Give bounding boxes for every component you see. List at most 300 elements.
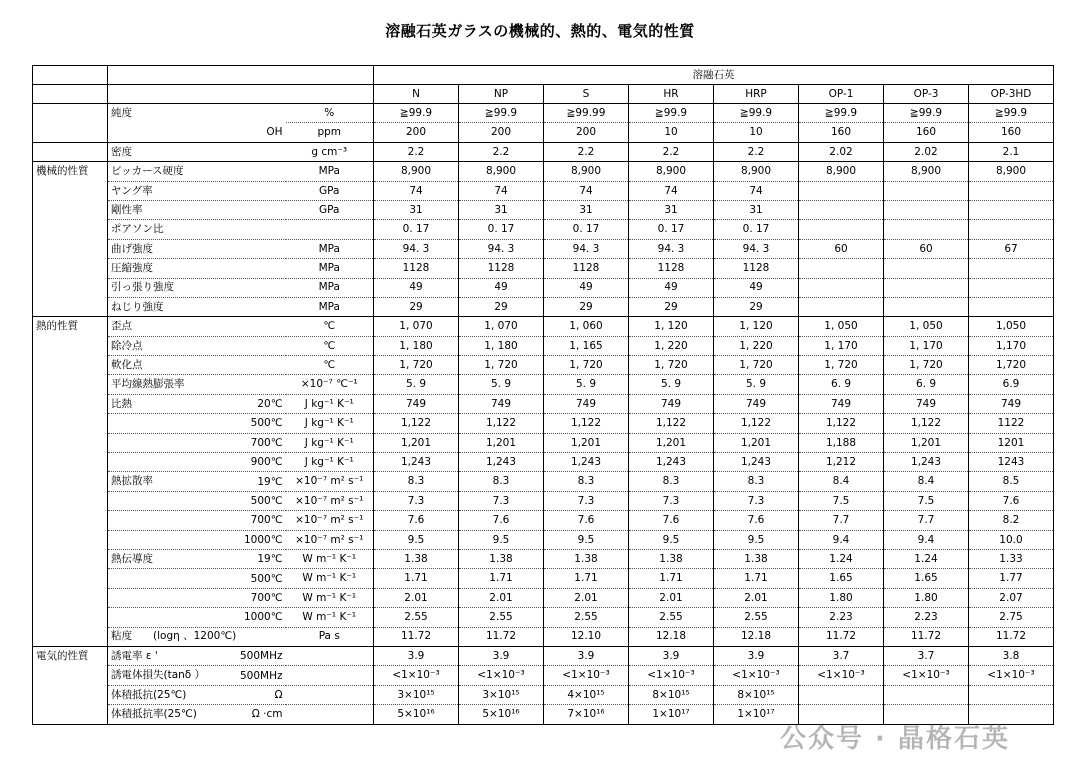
value-cell: 1.80 <box>799 588 884 607</box>
value-cell: 749 <box>714 394 799 413</box>
value-cell: 1,122 <box>374 414 459 433</box>
table-row <box>33 569 1054 588</box>
value-cell: 1128 <box>544 259 629 278</box>
table-row <box>33 627 1054 646</box>
condition-label: 1000℃ <box>243 533 283 546</box>
section-label <box>33 278 108 297</box>
value-cell: 1,243 <box>459 453 544 472</box>
value-cell: 60 <box>799 239 884 258</box>
value-cell: 3×10¹⁵ <box>459 685 544 704</box>
section-label <box>33 569 108 588</box>
section-label <box>33 666 108 685</box>
property-cell <box>108 336 286 355</box>
unit-cell: MPa <box>286 278 374 297</box>
grade-header: OP-3 <box>884 85 969 104</box>
value-cell: 1, 165 <box>544 336 629 355</box>
value-cell: 4×10¹⁵ <box>544 685 629 704</box>
value-cell: 1,122 <box>799 414 884 433</box>
page-title: 溶融石英ガラスの機械的、熱的、電気的性質 <box>385 22 695 40</box>
value-cell: 3.9 <box>544 646 629 665</box>
value-cell: 3.7 <box>884 646 969 665</box>
value-cell: 9.4 <box>799 530 884 549</box>
value-cell: 8,900 <box>544 162 629 181</box>
value-cell: 1128 <box>459 259 544 278</box>
value-cell: 1, 180 <box>459 336 544 355</box>
value-cell: 0. 17 <box>629 220 714 239</box>
value-cell: 1.71 <box>629 569 714 588</box>
property-label: 引っ張り強度 <box>111 281 174 294</box>
value-cell: 2.55 <box>629 608 714 627</box>
value-cell: <1×10⁻³ <box>544 666 629 685</box>
value-cell: 7×10¹⁶ <box>544 705 629 724</box>
section-label <box>33 375 108 394</box>
value-cell: 7.6 <box>544 511 629 530</box>
section-label <box>33 336 108 355</box>
table-row <box>33 453 1054 472</box>
value-cell: 7.3 <box>714 491 799 510</box>
value-cell: 8,900 <box>799 162 884 181</box>
value-cell: 1,201 <box>374 433 459 452</box>
value-cell: 8.3 <box>459 472 544 491</box>
property-cell <box>108 549 286 568</box>
value-cell: 9.5 <box>629 530 714 549</box>
value-cell: 49 <box>629 278 714 297</box>
value-cell: 8.4 <box>884 472 969 491</box>
value-cell: 12.18 <box>629 627 714 646</box>
table-row <box>33 530 1054 549</box>
unit-cell: J kg⁻¹ K⁻¹ <box>286 433 374 452</box>
unit-cell: ×10⁻⁷ m² s⁻¹ <box>286 472 374 491</box>
value-cell: 1.38 <box>374 549 459 568</box>
section-label <box>33 511 108 530</box>
value-cell: 2.2 <box>544 142 629 161</box>
value-cell: 1, 720 <box>374 356 459 375</box>
value-cell: 3.7 <box>799 646 884 665</box>
value-cell: ≧99.9 <box>714 104 799 123</box>
header-blank <box>108 66 374 85</box>
value-cell: 6. 9 <box>799 375 884 394</box>
section-label <box>33 472 108 491</box>
table-row <box>33 259 1054 278</box>
property-cell <box>108 297 286 316</box>
value-cell: 5. 9 <box>374 375 459 394</box>
value-cell: 2.01 <box>544 588 629 607</box>
value-cell: ≧99.9 <box>374 104 459 123</box>
section-label <box>33 627 108 646</box>
value-cell: 1.38 <box>714 549 799 568</box>
condition-label: 20℃ <box>257 397 283 410</box>
table-row <box>33 394 1054 413</box>
value-cell <box>969 181 1054 200</box>
value-cell: 1128 <box>714 259 799 278</box>
value-cell: 1×10¹⁷ <box>714 705 799 724</box>
value-cell: 94. 3 <box>629 239 714 258</box>
grade-header: NP <box>459 85 544 104</box>
property-label: 粘度 (logη 、1200℃) <box>111 630 237 643</box>
table-row <box>33 200 1054 219</box>
value-cell: 1128 <box>629 259 714 278</box>
value-cell: 3.9 <box>374 646 459 665</box>
unit-cell: W m⁻¹ K⁻¹ <box>286 569 374 588</box>
unit-cell: ×10⁻⁷ ℃⁻¹ <box>286 375 374 394</box>
value-cell: 1, 060 <box>544 317 629 336</box>
value-cell: 29 <box>544 297 629 316</box>
property-cell <box>108 239 286 258</box>
value-cell: 200 <box>374 123 459 142</box>
value-cell: 1.80 <box>884 588 969 607</box>
section-label <box>33 123 108 142</box>
value-cell: 8,900 <box>884 162 969 181</box>
value-cell <box>799 685 884 704</box>
value-cell: 9.5 <box>459 530 544 549</box>
section-label <box>33 549 108 568</box>
value-cell: 74 <box>629 181 714 200</box>
section-label <box>33 181 108 200</box>
value-cell: 9.4 <box>884 530 969 549</box>
value-cell: 1,201 <box>884 433 969 452</box>
property-label: 誘電体損失(tanδ ） <box>111 669 206 682</box>
value-cell: 8.2 <box>969 511 1054 530</box>
unit-cell: ×10⁻⁷ m² s⁻¹ <box>286 511 374 530</box>
unit-cell: g cm⁻³ <box>286 142 374 161</box>
value-cell: 1, 120 <box>629 317 714 336</box>
value-cell: 749 <box>629 394 714 413</box>
table-row <box>33 646 1054 665</box>
value-cell: 29 <box>374 297 459 316</box>
condition-label: Ω ·cm <box>251 708 283 721</box>
value-cell: 1,201 <box>544 433 629 452</box>
value-cell: 49 <box>459 278 544 297</box>
value-cell: 1, 220 <box>714 336 799 355</box>
value-cell: 9.5 <box>714 530 799 549</box>
condition-label: 1000℃ <box>243 611 283 624</box>
property-cell <box>108 705 286 724</box>
property-cell <box>108 666 286 685</box>
value-cell: 11.72 <box>969 627 1054 646</box>
value-cell: <1×10⁻³ <box>714 666 799 685</box>
property-label: 体積抵抗率(25℃) <box>111 708 197 721</box>
value-cell: 1,170 <box>969 336 1054 355</box>
value-cell <box>969 200 1054 219</box>
value-cell: 1.38 <box>459 549 544 568</box>
value-cell: 1, 170 <box>884 336 969 355</box>
value-cell: 1,212 <box>799 453 884 472</box>
value-cell: 7.6 <box>374 511 459 530</box>
value-cell: 29 <box>459 297 544 316</box>
value-cell: 10 <box>629 123 714 142</box>
value-cell: 74 <box>459 181 544 200</box>
unit-cell: W m⁻¹ K⁻¹ <box>286 549 374 568</box>
value-cell: 1, 720 <box>799 356 884 375</box>
value-cell <box>969 297 1054 316</box>
unit-cell <box>286 705 374 724</box>
condition-label: 700℃ <box>250 514 283 527</box>
unit-cell: J kg⁻¹ K⁻¹ <box>286 394 374 413</box>
value-cell: 8×10¹⁵ <box>629 685 714 704</box>
grade-header: HR <box>629 85 714 104</box>
table-row <box>33 278 1054 297</box>
value-cell: 1, 180 <box>374 336 459 355</box>
value-cell: 1, 070 <box>374 317 459 336</box>
unit-cell: MPa <box>286 239 374 258</box>
property-label: ビッカース硬度 <box>111 165 184 178</box>
property-label: 曲げ強度 <box>111 242 153 255</box>
value-cell: 31 <box>629 200 714 219</box>
unit-cell: W m⁻¹ K⁻¹ <box>286 588 374 607</box>
condition-label: 700℃ <box>250 436 283 449</box>
value-cell: 8,900 <box>714 162 799 181</box>
unit-cell: MPa <box>286 162 374 181</box>
unit-cell: ℃ <box>286 356 374 375</box>
table-row <box>33 433 1054 452</box>
value-cell: 31 <box>374 200 459 219</box>
value-cell: <1×10⁻³ <box>374 666 459 685</box>
unit-cell: MPa <box>286 297 374 316</box>
property-cell <box>108 181 286 200</box>
value-cell: 8.3 <box>544 472 629 491</box>
value-cell <box>884 297 969 316</box>
value-cell: 2.23 <box>799 608 884 627</box>
value-cell: 1,122 <box>714 414 799 433</box>
value-cell: 11.72 <box>374 627 459 646</box>
value-cell <box>884 259 969 278</box>
condition-label: 500℃ <box>250 417 283 430</box>
value-cell: 1243 <box>969 453 1054 472</box>
grade-header: OP-1 <box>799 85 884 104</box>
property-cell <box>108 394 286 413</box>
value-cell: 1,243 <box>374 453 459 472</box>
header-group-label: 溶融石英 <box>374 66 1054 85</box>
header-blank <box>108 85 374 104</box>
value-cell: 200 <box>544 123 629 142</box>
section-label: 機械的性質 <box>33 162 108 181</box>
value-cell <box>884 278 969 297</box>
value-cell: 49 <box>374 278 459 297</box>
condition-label: 19℃ <box>257 475 283 488</box>
property-label: 比熱 <box>111 397 132 410</box>
table-row <box>33 588 1054 607</box>
value-cell: 8,900 <box>969 162 1054 181</box>
unit-cell: J kg⁻¹ K⁻¹ <box>286 414 374 433</box>
value-cell: 7.6 <box>629 511 714 530</box>
section-label <box>33 200 108 219</box>
section-label <box>33 239 108 258</box>
property-cell <box>108 646 286 665</box>
value-cell: 0. 17 <box>714 220 799 239</box>
value-cell: 5. 9 <box>544 375 629 394</box>
property-label: 密度 <box>111 145 132 158</box>
condition-label: 900℃ <box>250 455 283 468</box>
table-row <box>33 181 1054 200</box>
property-cell <box>108 685 286 704</box>
value-cell: <1×10⁻³ <box>884 666 969 685</box>
unit-cell <box>286 666 374 685</box>
value-cell: 31 <box>714 200 799 219</box>
value-cell: 2.01 <box>459 588 544 607</box>
value-cell: 2.2 <box>459 142 544 161</box>
property-label: ねじり強度 <box>111 300 164 313</box>
value-cell: ≧99.9 <box>884 104 969 123</box>
value-cell: 12.10 <box>544 627 629 646</box>
value-cell <box>799 181 884 200</box>
value-cell <box>799 200 884 219</box>
property-cell <box>108 530 286 549</box>
header-blank <box>33 85 108 104</box>
value-cell: 1,243 <box>544 453 629 472</box>
value-cell: 67 <box>969 239 1054 258</box>
value-cell: 0. 17 <box>544 220 629 239</box>
value-cell: 0. 17 <box>374 220 459 239</box>
header-blank <box>33 66 108 85</box>
value-cell: 31 <box>459 200 544 219</box>
value-cell: 1.65 <box>799 569 884 588</box>
value-cell: 1128 <box>374 259 459 278</box>
value-cell: 3.8 <box>969 646 1054 665</box>
unit-cell: Pa s <box>286 627 374 646</box>
unit-cell: MPa <box>286 259 374 278</box>
property-label: 体積抵抗(25℃) <box>111 688 187 701</box>
value-cell: 7.6 <box>714 511 799 530</box>
value-cell: 5. 9 <box>629 375 714 394</box>
unit-cell <box>286 685 374 704</box>
value-cell: <1×10⁻³ <box>969 666 1054 685</box>
value-cell: 1, 720 <box>629 356 714 375</box>
property-cell <box>108 259 286 278</box>
value-cell: 1.24 <box>799 549 884 568</box>
value-cell: 1, 720 <box>714 356 799 375</box>
value-cell <box>884 220 969 239</box>
unit-cell: GPa <box>286 181 374 200</box>
table-row <box>33 123 1054 142</box>
property-cell <box>108 414 286 433</box>
table-row <box>33 375 1054 394</box>
value-cell: 1,050 <box>969 317 1054 336</box>
value-cell: 49 <box>544 278 629 297</box>
value-cell <box>969 259 1054 278</box>
value-cell: 1×10¹⁷ <box>629 705 714 724</box>
unit-cell: J kg⁻¹ K⁻¹ <box>286 453 374 472</box>
grade-header: N <box>374 85 459 104</box>
value-cell: 1, 050 <box>884 317 969 336</box>
value-cell: 94. 3 <box>459 239 544 258</box>
property-label: 除冷点 <box>111 339 143 352</box>
value-cell: 5×10¹⁶ <box>374 705 459 724</box>
property-label: 圧縮強度 <box>111 262 153 275</box>
property-cell <box>108 356 286 375</box>
unit-cell <box>286 646 374 665</box>
value-cell: 3.9 <box>629 646 714 665</box>
unit-cell: ×10⁻⁷ m² s⁻¹ <box>286 491 374 510</box>
value-cell: 7.6 <box>459 511 544 530</box>
value-cell: 7.3 <box>544 491 629 510</box>
grade-header: HRP <box>714 85 799 104</box>
value-cell: 2.55 <box>459 608 544 627</box>
value-cell <box>969 220 1054 239</box>
table-row <box>33 356 1054 375</box>
property-label: ヤング率 <box>111 184 153 197</box>
value-cell: 1, 720 <box>459 356 544 375</box>
value-cell: 2.01 <box>629 588 714 607</box>
property-label: 熱拡散率 <box>111 475 153 488</box>
value-cell: 1,188 <box>799 433 884 452</box>
value-cell: 1,201 <box>629 433 714 452</box>
property-cell <box>108 511 286 530</box>
value-cell: 11.72 <box>799 627 884 646</box>
property-label: ポアソン比 <box>111 223 164 236</box>
property-cell <box>108 317 286 336</box>
value-cell <box>884 200 969 219</box>
unit-cell: ppm <box>286 123 374 142</box>
value-cell: 1, 070 <box>459 317 544 336</box>
property-label: 平均線熱膨張率 <box>111 378 185 391</box>
value-cell: 1, 220 <box>629 336 714 355</box>
table-row <box>33 666 1054 685</box>
value-cell: 8,900 <box>459 162 544 181</box>
value-cell: 11.72 <box>459 627 544 646</box>
value-cell <box>884 181 969 200</box>
value-cell: 1.24 <box>884 549 969 568</box>
property-cell <box>108 162 286 181</box>
property-cell <box>108 569 286 588</box>
table-row <box>33 317 1054 336</box>
value-cell: 1,201 <box>714 433 799 452</box>
section-label <box>33 259 108 278</box>
property-cell <box>108 200 286 219</box>
property-cell <box>108 433 286 452</box>
value-cell: <1×10⁻³ <box>799 666 884 685</box>
section-label <box>33 433 108 452</box>
watermark: 公众号 · 晶格石英 <box>780 724 1010 754</box>
value-cell: 8,900 <box>374 162 459 181</box>
value-cell: 1.38 <box>629 549 714 568</box>
value-cell <box>799 278 884 297</box>
condition-label: 500℃ <box>250 572 283 585</box>
value-cell: 8.3 <box>714 472 799 491</box>
value-cell: 749 <box>884 394 969 413</box>
value-cell: 5. 9 <box>459 375 544 394</box>
value-cell: 160 <box>969 123 1054 142</box>
value-cell: 749 <box>374 394 459 413</box>
unit-cell: GPa <box>286 200 374 219</box>
value-cell <box>799 297 884 316</box>
value-cell: 1.33 <box>969 549 1054 568</box>
value-cell: 1, 170 <box>799 336 884 355</box>
value-cell: 8.3 <box>374 472 459 491</box>
value-cell: 160 <box>884 123 969 142</box>
condition-label: 500MHz <box>239 649 283 662</box>
value-cell: 1,122 <box>629 414 714 433</box>
value-cell: 1, 720 <box>544 356 629 375</box>
section-label <box>33 356 108 375</box>
value-cell: 94. 3 <box>374 239 459 258</box>
condition-label: 500℃ <box>250 494 283 507</box>
value-cell <box>969 685 1054 704</box>
table-row <box>33 491 1054 510</box>
value-cell: 60 <box>884 239 969 258</box>
value-cell: ≧99.99 <box>544 104 629 123</box>
property-label: 軟化点 <box>111 359 143 372</box>
table-row <box>33 608 1054 627</box>
value-cell: 0. 17 <box>459 220 544 239</box>
section-label <box>33 453 108 472</box>
value-cell: 11.72 <box>884 627 969 646</box>
grade-header: OP-3HD <box>969 85 1054 104</box>
header-grade-row <box>33 85 1054 104</box>
value-cell: 1.38 <box>544 549 629 568</box>
value-cell: 1, 720 <box>884 356 969 375</box>
property-cell <box>108 123 286 142</box>
section-label <box>33 394 108 413</box>
